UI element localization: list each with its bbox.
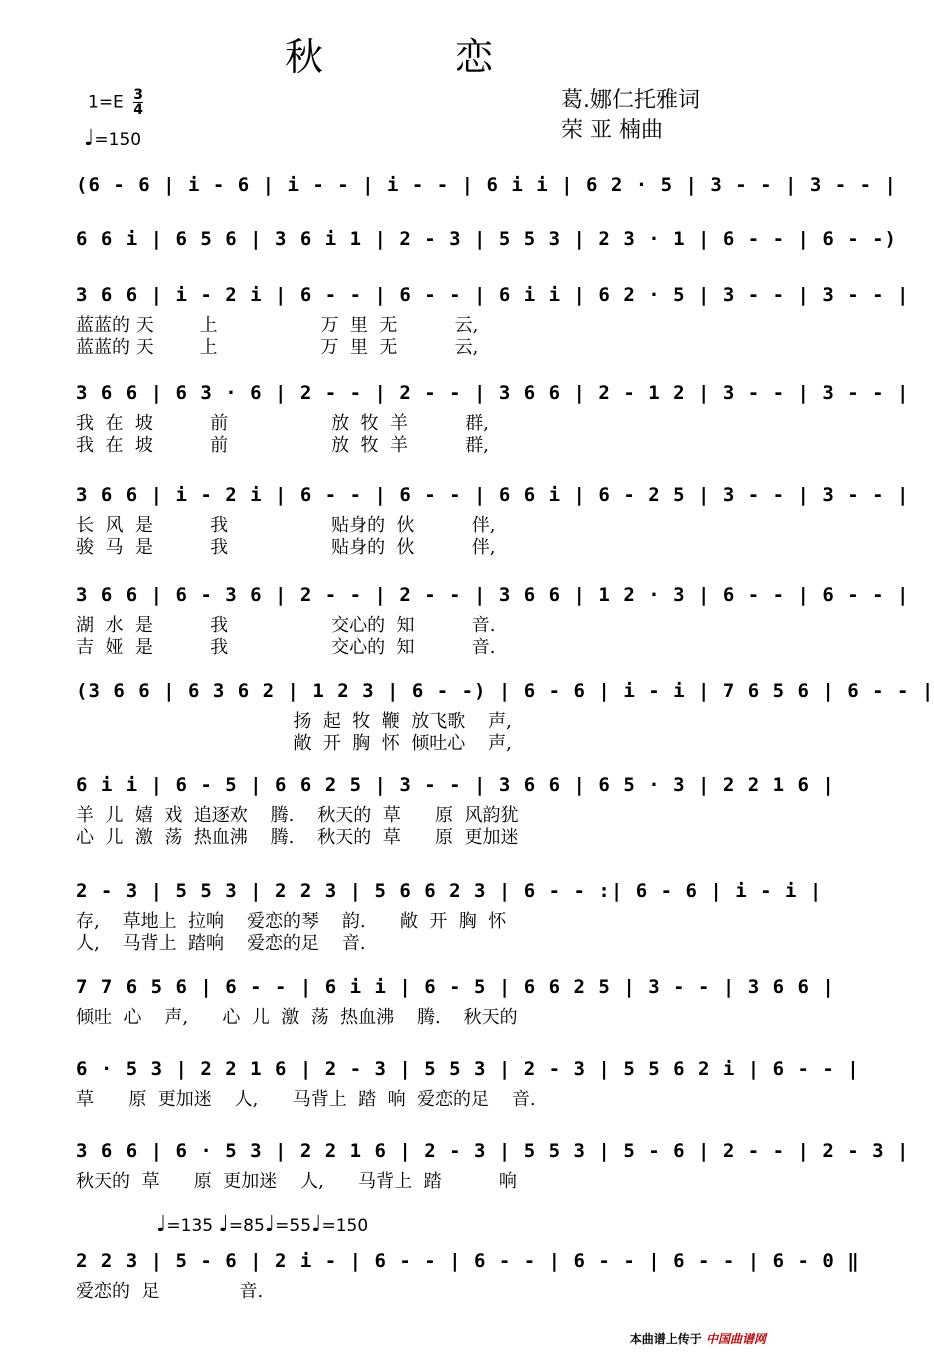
- quarter-note-icon: ♩: [311, 1212, 322, 1237]
- lyric-line-1: 羊 儿 嬉 戏 追逐欢 腾. 秋天的 草 原 风韵犹: [76, 805, 519, 826]
- credits: [561, 86, 700, 146]
- key-signature: [88, 88, 143, 117]
- lyric-line-2: 骏 马 是 我 贴身的 伙 伴,: [76, 537, 496, 558]
- quarter-note-icon: ♩: [264, 1212, 276, 1237]
- lyric-line-2: 吉 娅 是 我 交心的 知 音.: [76, 637, 496, 658]
- footer-text: 本曲谱上传于: [629, 1332, 702, 1346]
- notation-line: 3 6 6 | 6 3 · 6 | 2 - - | 2 - - | 3 6 6 | 2 - 1 2 | 3 - - | 3 - - |: [76, 382, 910, 404]
- lyric-line-2: 蓝蓝的 天 上 万 里 无 云,: [76, 337, 479, 358]
- notation-line: 2 - 3 | 5 5 3 | 2 2 3 | 5 6 6 2 3 | 6 - - :| 6 - 6 | i - i |: [76, 880, 823, 902]
- quarter-note-icon: ♩: [84, 126, 95, 151]
- notation-line: (6 - 6 | i - 6 | i - - | i - - | 6 i i | 6 2 · 5 | 3 - - | 3 - - |: [76, 174, 897, 196]
- tempo-marking: [84, 126, 141, 151]
- composer: 荣 亚 楠曲: [561, 118, 663, 143]
- notation-line: 3 6 6 | i - 2 i | 6 - - | 6 - - | 6 6 i | 6 - 2 5 | 3 - - | 3 - - |: [76, 484, 910, 506]
- lyric-line-1: 扬 起 牧 鞭 放飞歌 声,: [76, 711, 512, 732]
- lyric-line-1: 蓝蓝的 天 上 万 里 无 云,: [76, 315, 479, 336]
- lyricist: 葛.娜仁托雅词: [561, 88, 700, 113]
- tempo-changes: [156, 1212, 368, 1237]
- footer-watermark: [630, 1330, 766, 1347]
- notation-line: 6 6 i | 6 5 6 | 3 6 i 1 | 2 - 3 | 5 5 3 | 2 3 · 1 | 6 - - | 6 - -): [76, 228, 897, 250]
- time-sig-numerator: 3: [133, 87, 143, 103]
- tempo-change: =135: [166, 1216, 214, 1236]
- time-sig-denominator: 4: [133, 102, 143, 118]
- lyric-line-1: 我 在 坡 前 放 牧 羊 群,: [76, 413, 489, 434]
- tempo-value: =150: [94, 130, 142, 150]
- notation-line: 3 6 6 | 6 - 3 6 | 2 - - | 2 - - | 3 6 6 | 1 2 · 3 | 6 - - | 6 - - |: [76, 584, 910, 606]
- quarter-note-icon: ♩: [156, 1212, 167, 1237]
- lyric-line-1: 湖 水 是 我 交心的 知 音.: [76, 615, 496, 636]
- lyric-line-1: 存, 草地上 拉响 爱恋的琴 韵. 敞 开 胸 怀: [76, 911, 507, 932]
- lyric-line-2: 敞 开 胸 怀 倾吐心 声,: [76, 733, 512, 754]
- tempo-change: =85: [228, 1216, 265, 1236]
- quarter-note-icon: ♩: [218, 1212, 229, 1237]
- notation-line: 3 6 6 | 6 · 5 3 | 2 2 1 6 | 2 - 3 | 5 5 3 | 5 - 6 | 2 - - | 2 - 3 |: [76, 1140, 910, 1162]
- notation-line: 6 i i | 6 - 5 | 6 6 2 5 | 3 - - | 3 6 6 | 6 5 · 3 | 2 2 1 6 |: [76, 774, 835, 796]
- tempo-change: =55: [275, 1216, 312, 1236]
- footer-site: 中国曲谱网: [705, 1332, 766, 1346]
- notation-line: 3 6 6 | i - 2 i | 6 - - | 6 - - | 6 i i | 6 2 · 5 | 3 - - | 3 - - |: [76, 284, 910, 306]
- lyric-line-1: 草 原 更加迷 人, 马背上 踏 响 爱恋的足 音.: [76, 1089, 536, 1110]
- lyric-line-1: 长 风 是 我 贴身的 伙 伴,: [76, 515, 496, 536]
- lyric-line-1: 倾吐 心 声, 心 儿 激 荡 热血沸 腾. 秋天的: [76, 1007, 518, 1028]
- tempo-change: =150: [321, 1216, 369, 1236]
- notation-line: (3 6 6 | 6 3 6 2 | 1 2 3 | 6 - -) | 6 - 6 | i - i | 7 6 5 6 | 6 - - |: [76, 680, 934, 702]
- lyric-line-2: 心 儿 激 荡 热血沸 腾. 秋天的 草 原 更加迷: [76, 827, 519, 848]
- key-label: 1=E: [88, 92, 124, 113]
- lyric-line-2: 我 在 坡 前 放 牧 羊 群,: [76, 435, 489, 456]
- lyric-line-1: 秋天的 草 原 更加迷 人, 马背上 踏 响: [76, 1171, 517, 1192]
- song-title: 秋 恋: [284, 35, 554, 79]
- notation-line: 7 7 6 5 6 | 6 - - | 6 i i | 6 - 5 | 6 6 2 5 | 3 - - | 3 6 6 |: [76, 976, 835, 998]
- notation-line: 6 · 5 3 | 2 2 1 6 | 2 - 3 | 5 5 3 | 2 - 3 | 5 5 6 2 i | 6 - - |: [76, 1058, 860, 1080]
- lyric-line-1: 爱恋的 足 音.: [76, 1281, 264, 1302]
- time-signature: [133, 88, 143, 117]
- notation-line: 2 2 3 | 5 - 6 | 2 i - | 6 - - | 6 - - | 6 - - | 6 - - | 6 - 0 ‖: [76, 1250, 860, 1272]
- lyric-line-2: 人, 马背上 踏响 爱恋的足 音.: [76, 933, 366, 954]
